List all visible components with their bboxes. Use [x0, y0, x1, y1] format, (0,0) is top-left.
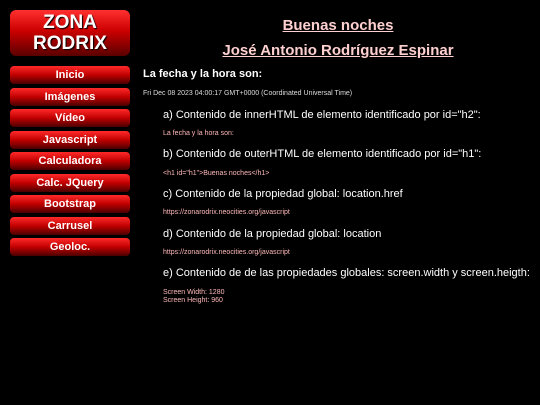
question-c: c) Contenido de la propiedad global: location.href	[163, 188, 403, 200]
nav-menu	[10, 66, 130, 256]
nav-item-inicio[interactable]: Inicio	[10, 66, 130, 84]
date-heading: La fecha y la hora son:	[143, 68, 263, 80]
greeting-heading: Buenas noches	[282, 17, 394, 34]
logo-line2: RODRIX	[33, 33, 107, 54]
answer-c: https://zonarodrix.neocities.org/javascript	[163, 209, 290, 216]
nav-item-bootstrap[interactable]: Bootstrap	[10, 195, 130, 213]
nav-item-calc-jquery[interactable]: Calc. JQuery	[10, 174, 130, 192]
nav-item-calculadora[interactable]: Calculadora	[10, 152, 130, 170]
nav-item-imagenes[interactable]: Imágenes	[10, 88, 130, 106]
site-logo[interactable]	[10, 10, 130, 56]
question-d: d) Contenido de la propiedad global: location	[163, 228, 382, 240]
nav-item-carrusel[interactable]: Carrusel	[10, 217, 130, 235]
answer-d: https://zonarodrix.neocities.org/javascript	[163, 249, 290, 256]
answer-e-height: Screen Height: 960	[163, 297, 223, 304]
question-a: a) Contenido de innerHTML de elemento identificado por id="h2":	[163, 109, 481, 121]
answer-a: La fecha y la hora son:	[163, 130, 234, 137]
nav-item-video[interactable]: Vídeo	[10, 109, 130, 127]
answer-e-width: Screen Width: 1280	[163, 289, 225, 296]
logo-line1: ZONA	[43, 12, 97, 33]
question-b: b) Contenido de outerHTML de elemento identificado por id="h1":	[163, 148, 482, 160]
date-value: Fri Dec 08 2023 04:00:17 GMT+0000 (Coordinated Universal Time)	[143, 90, 353, 97]
nav-item-geoloc[interactable]: Geoloc.	[10, 238, 130, 256]
author-heading: José Antonio Rodríguez Espinar	[222, 42, 454, 59]
nav-item-javascript[interactable]: Javascript	[10, 131, 130, 149]
sidebar	[10, 10, 130, 260]
question-e: e) Contenido de de las propiedades globales: screen.width y screen.heigth:	[163, 267, 530, 279]
answer-b: <h1 id="h1">Buenas noches</h1>	[163, 170, 270, 177]
